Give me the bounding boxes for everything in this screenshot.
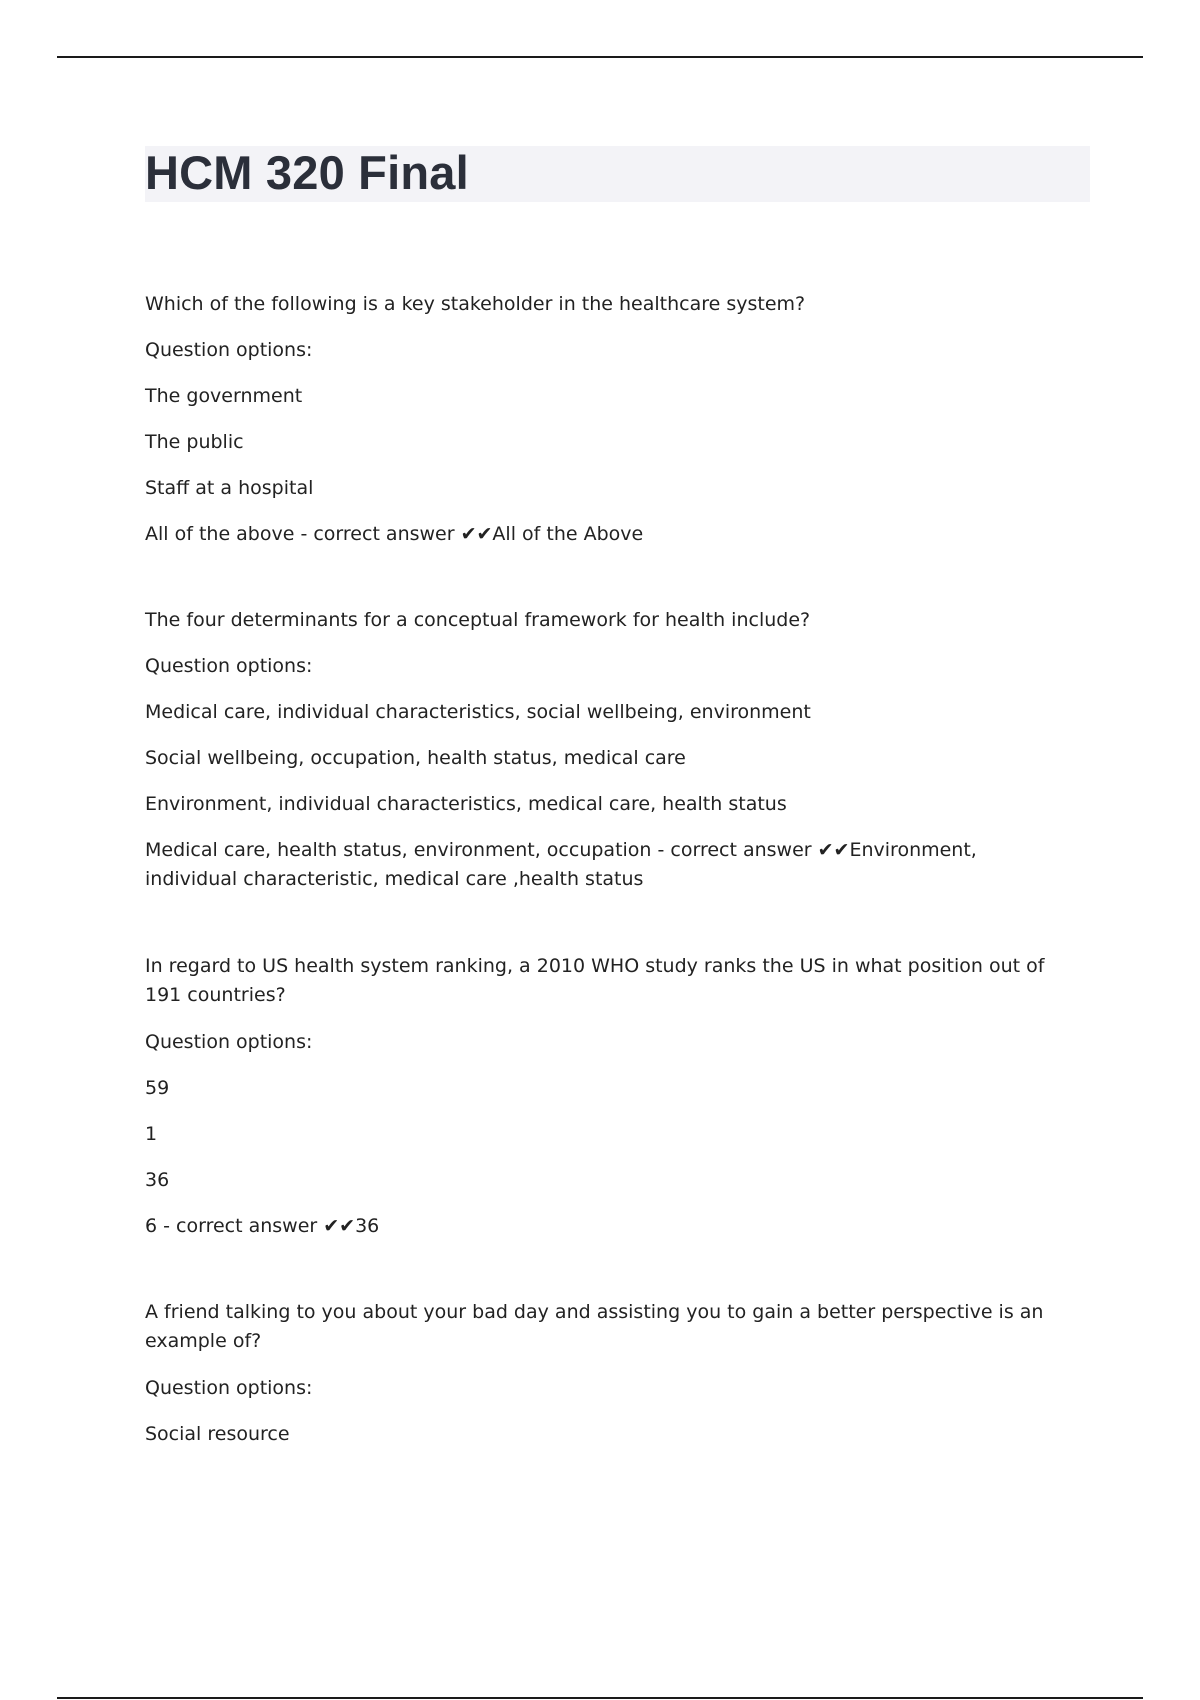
options-label: Question options:	[145, 1377, 313, 1399]
option-item: The public	[145, 431, 244, 453]
option-item-answer: All of the above - correct answer ✔✔All of the Above	[145, 523, 644, 545]
option-item: Medical care, individual characteristics, social wellbeing, environment	[145, 701, 811, 723]
option-item: 36	[145, 1169, 170, 1191]
question-text: Which of the following is a key stakeholder in the healthcare system?	[145, 293, 806, 315]
options-label: Question options:	[145, 339, 313, 361]
option-item-answer: Medical care, health status, environment, occupation - correct answer ✔✔Environment, individual characteristic, medical care ,health status	[145, 839, 977, 890]
options-label: Question options:	[145, 655, 313, 677]
question-text: The four determinants for a conceptual framework for health include?	[145, 609, 811, 631]
option-item: 59	[145, 1077, 170, 1099]
header-rule	[57, 56, 1143, 58]
option-item: The government	[145, 385, 303, 407]
document-title: HCM 320 Final	[145, 146, 469, 199]
option-item: Staff at a hospital	[145, 477, 314, 499]
option-item: Social resource	[145, 1423, 290, 1445]
option-item: 1	[145, 1123, 158, 1145]
options-label: Question options:	[145, 1031, 313, 1053]
question-text: A friend talking to you about your bad day and assisting you to gain a better perspective is an example of?	[145, 1301, 1044, 1352]
option-item: Environment, individual characteristics, medical care, health status	[145, 793, 787, 815]
question-block	[145, 952, 1065, 1240]
footer-rule	[57, 1697, 1143, 1699]
option-item-answer: 6 - correct answer ✔✔36	[145, 1215, 380, 1237]
question-text: In regard to US health system ranking, a 2010 WHO study ranks the US in what position out of 191 countries?	[145, 955, 1045, 1006]
question-block	[145, 1298, 1065, 1448]
question-list	[145, 290, 1065, 1466]
question-block	[145, 606, 1065, 894]
option-item: Social wellbeing, occupation, health status, medical care	[145, 747, 686, 769]
question-block	[145, 290, 1065, 548]
